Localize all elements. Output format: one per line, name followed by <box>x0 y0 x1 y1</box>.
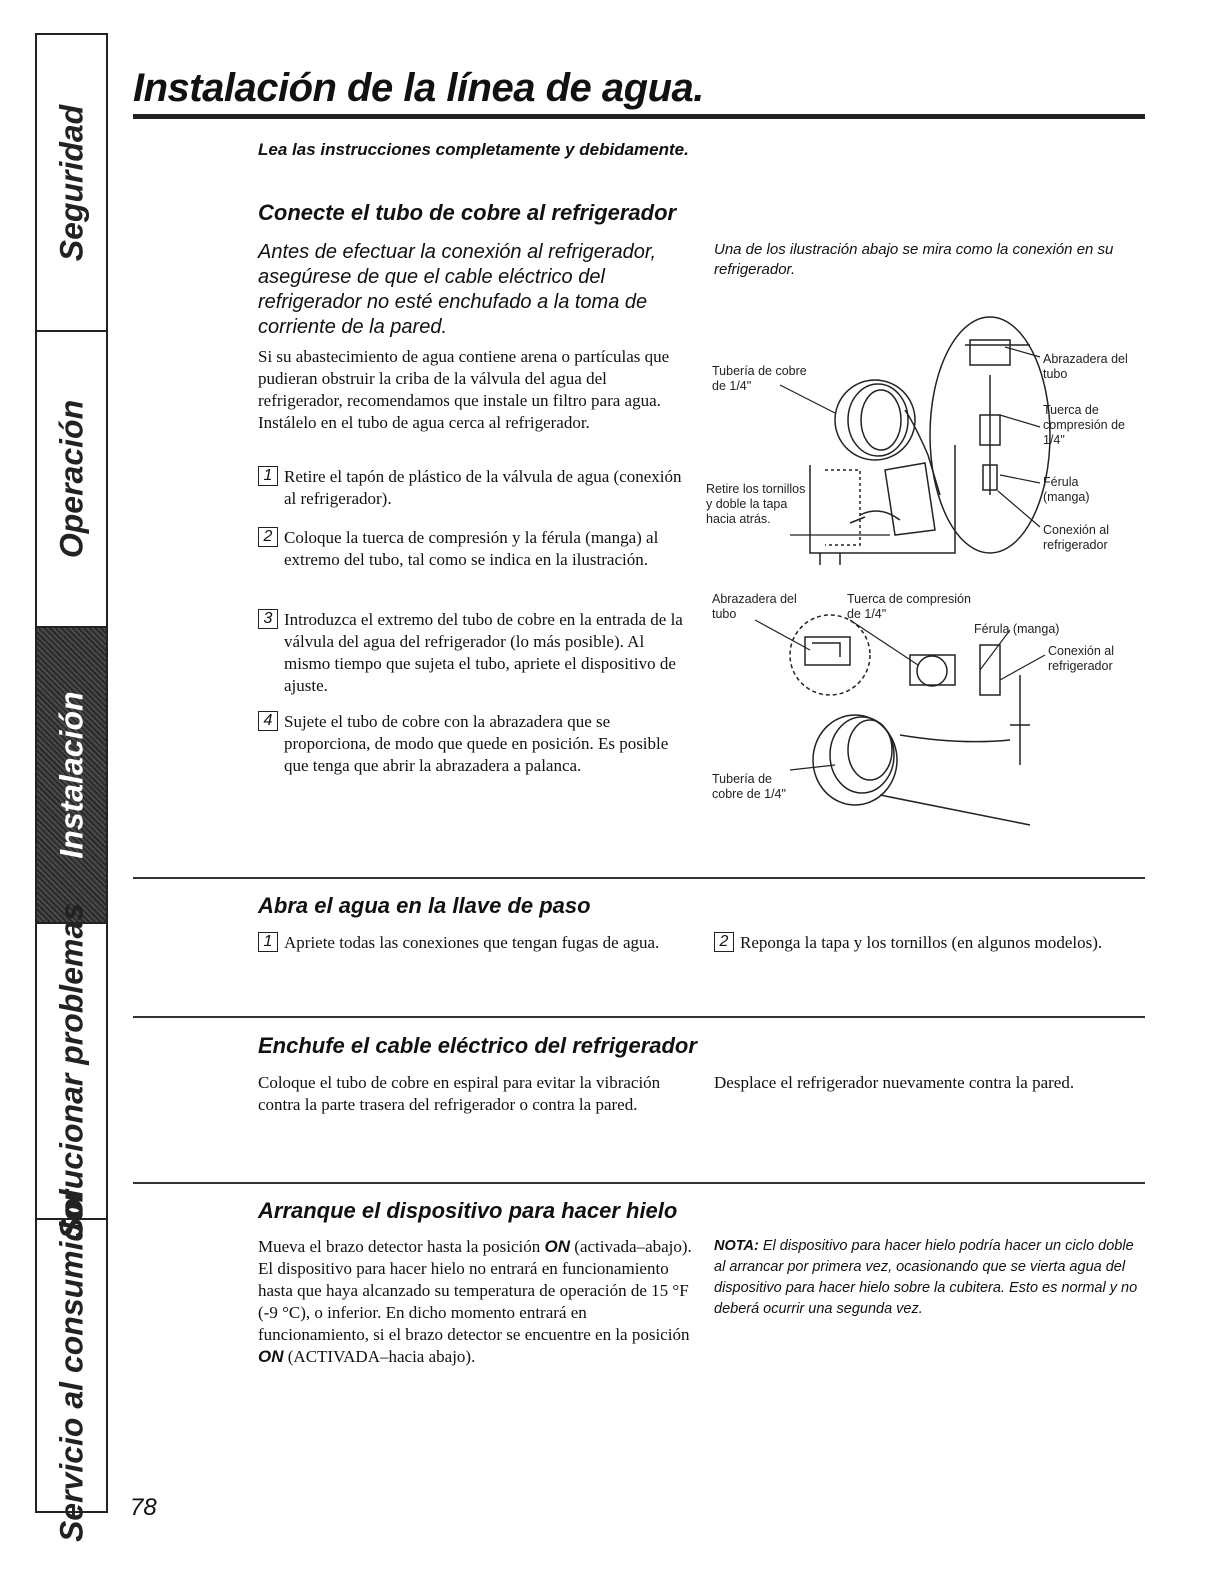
step-text: Introduzca el extremo del tubo de cobre en la entrada de la válvula del agua del refrigerador (lo más posible). Al mismo tiempo que sujeta el tubo, apriete el dispositivo de ajuste. <box>284 610 683 695</box>
section-title-icemaker: Arranque el dispositivo para hacer hielo <box>258 1198 678 1223</box>
paragraph-text: Mueva el brazo detector hasta la posición <box>258 1237 541 1256</box>
access-cover <box>885 463 935 535</box>
tab-label: Solucionar problemas <box>53 902 89 1240</box>
leader-ferula <box>1000 475 1040 483</box>
tab-operacion[interactable] <box>37 332 106 628</box>
step-text: Reponga la tapa y los tornillos (en algunos modelos). <box>740 933 1103 952</box>
step-1 <box>258 932 688 954</box>
page-number: 78 <box>130 1494 157 1521</box>
note <box>714 1236 1144 1320</box>
label-retire-tornillos: Retire los tornillos y doble la tapa hacia atrás. <box>706 482 806 526</box>
tab-label: Operación <box>53 399 89 559</box>
step-number: 1 <box>258 466 278 486</box>
step-number: 3 <box>258 609 278 629</box>
section-title-plug: Enchufe el cable eléctrico del refrigerador <box>258 1033 697 1058</box>
label-conexion-1: Conexión al refrigerador <box>1043 523 1110 552</box>
label-tuberia-2: Tubería de cobre de 1/4" <box>712 772 786 801</box>
step-number: 2 <box>258 527 278 547</box>
copper-coil-2 <box>813 715 1010 805</box>
tab-instalacion[interactable] <box>37 628 106 924</box>
on-label: ON <box>258 1347 284 1366</box>
step-2 <box>258 527 688 571</box>
move-paragraph: Desplace el refrigerador nuevamente contra la pared. <box>714 1073 1075 1092</box>
step-3 <box>258 609 688 697</box>
tab-solucionar-problemas[interactable] <box>37 902 106 1240</box>
on-label: ON <box>544 1237 571 1256</box>
tab-servicio-consumidor[interactable] <box>37 1189 106 1542</box>
leader-tuerca-2 <box>850 620 918 665</box>
note-label: NOTA: <box>714 1238 759 1254</box>
lead-instruction: Lea las instrucciones completamente y debidamente. <box>258 140 689 159</box>
note-text: El dispositivo para hacer hielo podría hacer un ciclo doble al arrancar por primera vez, ocasionando que se vierta agua del dispositivo para hacer hielo sobre la cubitera. Esto es normal y no deberá ocurrir una segunda vez. <box>714 1238 1138 1317</box>
label-tuerca-2: Tuerca de compresión de 1/4" <box>847 592 971 621</box>
step-text: Sujete el tubo de cobre con la abrazadera que se proporciona, de modo que quede en posición. Es posible que tenga que abrir la abrazadera a palanca. <box>284 712 669 775</box>
tab-seguridad[interactable] <box>37 35 106 332</box>
label-ferula-1: Férula (manga) <box>1043 475 1090 504</box>
coil-paragraph: Coloque el tubo de cobre en espiral para evitar la vibración contra la parte trasera del refrigerador o contra la pared. <box>258 1073 661 1114</box>
step-4 <box>258 711 688 777</box>
section-divider <box>133 1016 1145 1018</box>
label-abrazadera-1: Abrazadera del tubo <box>1043 352 1128 381</box>
section-divider <box>133 877 1145 879</box>
step-text: Coloque la tuerca de compresión y la férula (manga) al extremo del tubo, tal como se indica en la ilustración. <box>284 528 659 569</box>
step-number: 2 <box>714 932 734 952</box>
label-conexion-2: Conexión al refrigerador <box>1048 644 1115 673</box>
tab-label: Seguridad <box>53 104 89 261</box>
magnifier-circle-2 <box>790 615 870 695</box>
refrigerator-outline <box>810 445 955 553</box>
paragraph-text: (ACTIVADA–hacia abajo). <box>287 1347 476 1366</box>
step-2 <box>714 932 1134 954</box>
icemaker-paragraph <box>258 1236 693 1368</box>
tab-label: Servicio al consumidor <box>53 1189 89 1542</box>
section-title-connect: Conecte el tubo de cobre al refrigerador <box>258 200 677 225</box>
magnifier-circle <box>930 317 1050 553</box>
illustration-intro: Una de los ilustración abajo se mira como la conexión en su refrigerador. <box>714 241 1114 278</box>
label-abrazadera-2: Abrazadera del tubo <box>712 592 797 621</box>
warning-text: Antes de efectuar la conexión al refrigerador, asegúrese de que el cable eléctrico del refrigerador no esté enchufado a la toma de corriente de la pared. <box>258 241 657 338</box>
label-tuberia-1: Tubería de cobre de 1/4" <box>712 364 807 393</box>
paragraph-text: (activada–abajo). El dispositivo para hacer hielo no entrará en funcionamiento hasta que haya alcanzado su temperatura de operación de 15 °F (-9 °C), o inferior. En dicho momento entrará en funcionamiento, si el brazo detector se encuentre en la posición <box>258 1237 692 1344</box>
leader-tuberia-2 <box>790 765 835 770</box>
step-number: 1 <box>258 932 278 952</box>
step-text: Apriete todas las conexiones que tengan fugas de agua. <box>284 933 660 952</box>
section-divider <box>133 1182 1145 1184</box>
leader-conexion-2 <box>1000 655 1045 680</box>
label-ferula-2: Férula (manga) <box>974 622 1060 636</box>
copper-coil <box>835 380 940 495</box>
tab-label: Instalación <box>53 691 89 859</box>
page-title: Instalación de la línea de agua. <box>133 66 704 110</box>
step-text: Retire el tapón de plástico de la válvula de agua (conexión al refrigerador). <box>284 467 682 508</box>
leader-abrazadera-2 <box>755 620 810 650</box>
step-1 <box>258 466 688 510</box>
section-sidebar <box>35 33 108 1542</box>
label-tuerca-1: Tuerca de compresión de 1/4" <box>1043 403 1125 447</box>
title-rule <box>133 114 1145 119</box>
leader-tuerca <box>1000 415 1040 427</box>
intro-paragraph: Si su abastecimiento de agua contiene arena o partículas que pudieran obstruir la criba de la válvula del agua del refrigerador, recomendamos que instale un filtro para agua. Instálelo en el tubo de agua cerca al refrigerador. <box>258 347 670 432</box>
step-number: 4 <box>258 711 278 731</box>
leader-conexion <box>998 491 1040 527</box>
section-title-open-water: Abra el agua en la llave de paso <box>258 893 591 918</box>
